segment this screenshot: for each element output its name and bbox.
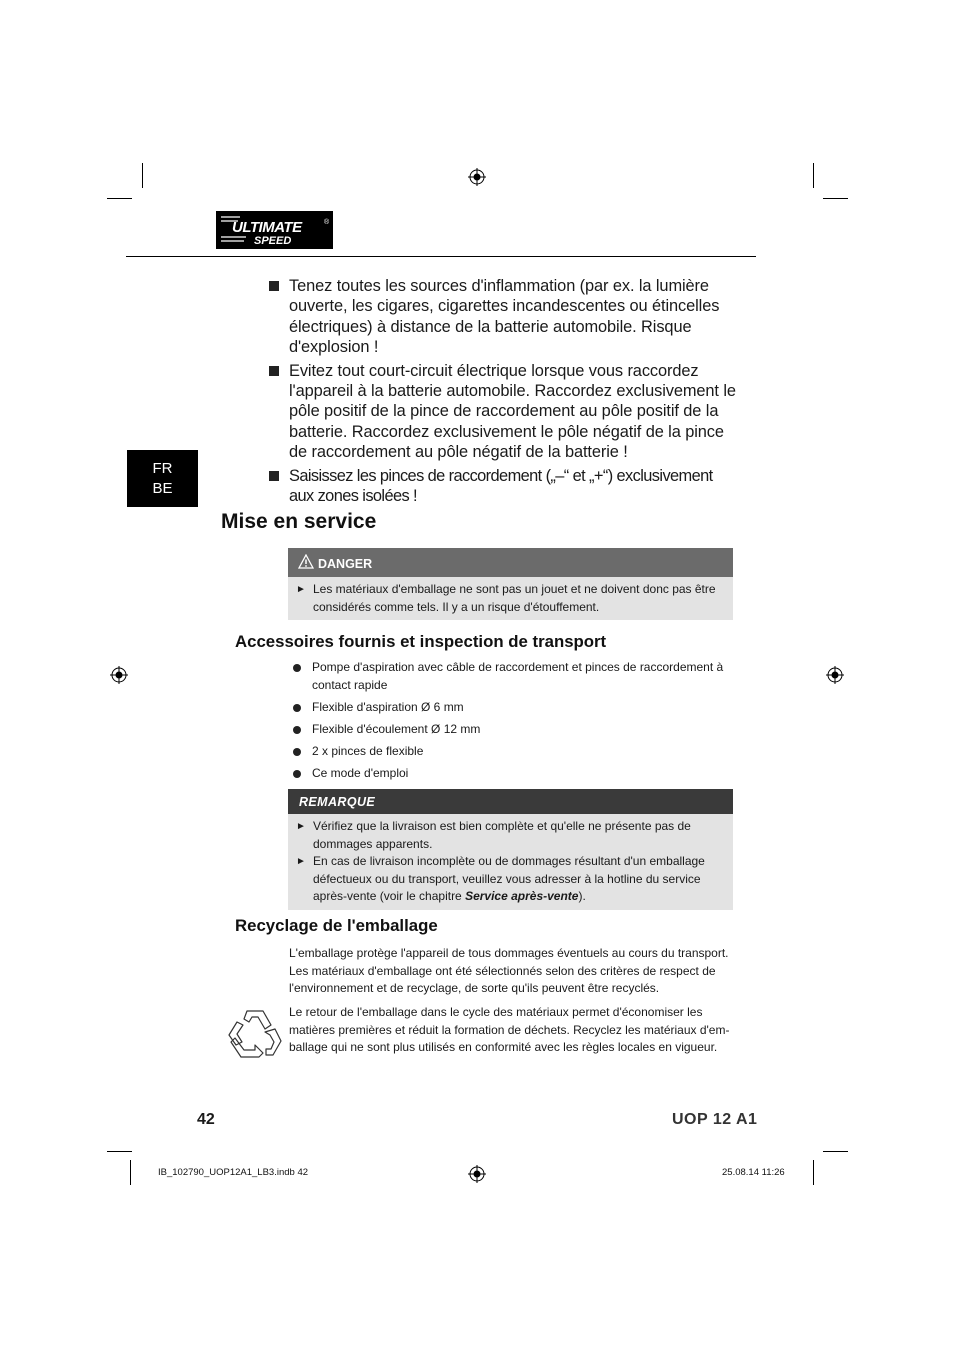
- safety-bullet-text: Evitez tout court-circuit électrique lorsque vous raccordez l'appareil à la batterie automobile. Raccordez exclusivement le pôle positif de la pince de raccordement au pôle positif de la batterie. Raccordez exclusivement le pôle négatif de la pince de raccordement au pôle négatif de la batterie !: [289, 361, 736, 461]
- header-rule: [126, 256, 756, 257]
- danger-box: [288, 548, 733, 620]
- safety-bullet: [268, 276, 738, 357]
- registration-mark-icon: [468, 168, 486, 186]
- registration-mark-icon: [826, 666, 844, 684]
- list-item-text: 2 x pinces de flexible: [312, 743, 424, 758]
- round-bullet-icon: [293, 726, 301, 734]
- recycling-paragraph-1: L'emballage protège l'appareil de tous dommages éventuels au cours du transport. Les matériaux d'emballage ont été sélectionnés selon des critères de respect de l'environnement et de recyclage, de sorte qu'ils peuvent être recyclés.: [289, 946, 729, 995]
- danger-item: [296, 581, 719, 616]
- note-title: REMARQUE: [299, 795, 376, 809]
- crop-mark: [823, 1151, 848, 1152]
- accessories-heading: Accessoires fournis et inspection de transport: [235, 632, 607, 651]
- danger-header: [288, 548, 733, 577]
- crop-mark: [107, 1151, 132, 1152]
- country-code: BE: [152, 480, 173, 497]
- recycle-icon: [225, 1005, 285, 1063]
- print-slug-datetime: 25.08.14 11:26: [722, 1167, 785, 1178]
- chapter-reference: Service après-vente: [465, 889, 579, 903]
- arrow-bullet-icon: ►: [296, 584, 306, 595]
- square-bullet-icon: [269, 471, 279, 481]
- list-item: [292, 659, 737, 694]
- safety-bullet-text: Saisissez les pinces de raccordement („–“ et „+“) exclusivement aux zones isolées !: [289, 466, 713, 505]
- model-number: UOP 12 A1: [672, 1111, 758, 1128]
- safety-bullet: [268, 361, 738, 462]
- warning-triangle-icon: [298, 554, 314, 569]
- svg-text:ULTIMATE: ULTIMATE: [232, 219, 302, 236]
- round-bullet-icon: [293, 770, 301, 778]
- square-bullet-icon: [269, 366, 279, 376]
- note-item-text-end: ).: [578, 889, 586, 903]
- crop-mark: [107, 198, 132, 199]
- crop-mark: [142, 163, 143, 188]
- page-number: 42: [197, 1111, 215, 1128]
- arrow-bullet-icon: ►: [296, 821, 306, 832]
- danger-body: [288, 577, 733, 620]
- crop-mark: [130, 1160, 131, 1185]
- recycling-heading: Recyclage de l'emballage: [235, 916, 438, 935]
- safety-bullet-text: Tenez toutes les sources d'inflammation (par ex. la lumière ouverte, les cigares, cigarettes incandescentes ou étincelles électriques) à distance de la batterie automobile. Risque d'explosion !: [289, 277, 720, 356]
- list-item-text: Pompe d'aspiration avec câble de raccordement et pinces de raccordement à contact rapide: [312, 660, 724, 692]
- accessories-list: [292, 659, 737, 787]
- language-tab: [127, 450, 198, 507]
- list-item: [292, 699, 737, 717]
- list-item-text: Flexible d'aspiration Ø 6 mm: [312, 699, 464, 714]
- svg-text:®: ®: [324, 219, 330, 226]
- svg-text:SPEED: SPEED: [254, 235, 292, 247]
- safety-bullet-list: [268, 276, 738, 510]
- ultimate-speed-logo: [216, 211, 333, 249]
- round-bullet-icon: [293, 704, 301, 712]
- note-item: [296, 853, 719, 906]
- list-item: [292, 721, 737, 739]
- note-item-text: Vérifiez que la livraison est bien complète et qu'elle ne présente pas de dommages apparents.: [313, 819, 691, 851]
- danger-item-text: Les matériaux d'emballage ne sont pas un jouet et ne doivent donc pas être considérés comme tels. Il y a un risque d'étouffement.: [313, 582, 716, 614]
- crop-mark: [813, 163, 814, 188]
- list-item: [292, 765, 737, 783]
- list-item-text: Flexible d'écoulement Ø 12 mm: [312, 721, 481, 736]
- crop-mark: [813, 1160, 814, 1185]
- square-bullet-icon: [269, 281, 279, 291]
- language-code: FR: [152, 460, 173, 477]
- registration-mark-icon: [468, 1165, 486, 1183]
- note-header: [288, 789, 733, 814]
- recycling-paragraph-2: Le retour de l'emballage dans le cycle des matériaux permet d'économiser les matières premières et réduit la formation de déchets. Recyclez les matériaux d'em-ballage qui ne sont plus utilisés en conformité avec les règles locales en vigueur.: [289, 1005, 730, 1054]
- print-slug-file: IB_102790_UOP12A1_LB3.indb 42: [158, 1167, 309, 1178]
- crop-mark: [823, 198, 848, 199]
- round-bullet-icon: [293, 748, 301, 756]
- note-body: [288, 814, 733, 910]
- arrow-bullet-icon: ►: [296, 856, 306, 867]
- registration-mark-icon: [110, 666, 128, 684]
- note-item-text: En cas de livraison incomplète ou de dommages résultant d'un emballage défectueux ou du transport, veuillez vous adresser à la hotline du service après-vente (voir le chapitre: [313, 854, 705, 903]
- note-box: [288, 789, 733, 910]
- round-bullet-icon: [293, 664, 301, 672]
- section-title: Mise en service: [221, 510, 377, 533]
- list-item: [292, 743, 737, 761]
- danger-title: DANGER: [318, 557, 373, 571]
- note-item: [296, 818, 719, 853]
- list-item-text: Ce mode d'emploi: [312, 765, 409, 780]
- safety-bullet: [268, 466, 738, 507]
